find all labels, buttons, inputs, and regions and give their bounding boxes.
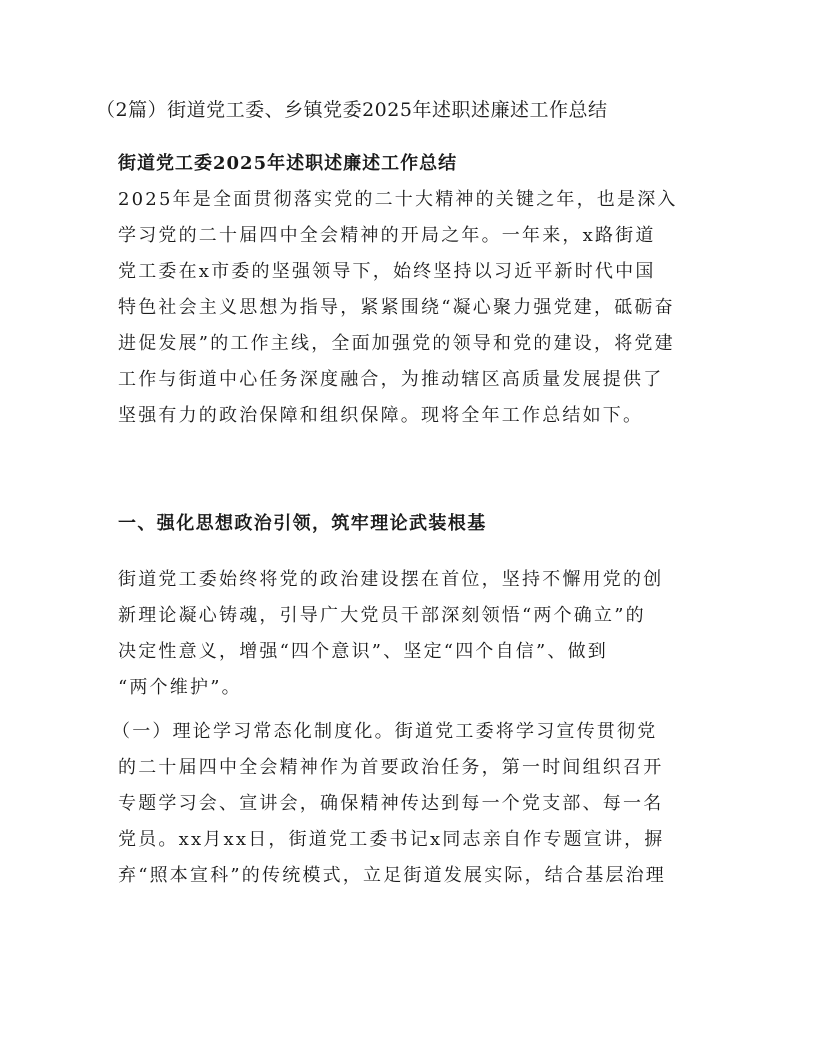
- paragraph-line: 进促发展”的工作主线，全面加强党的领导和党的建设，将党建: [118, 333, 675, 354]
- paragraph-line: 弃“照本宣科”的传统模式，立足街道发展实际，结合基层治理: [118, 865, 667, 886]
- paragraph-line: 特色社会主义思想为指导，紧紧围绕“凝心聚力强党建，砥砺奋: [118, 297, 675, 318]
- section-paragraph: [112, 714, 692, 894]
- paragraph-line: “两个维护”。: [118, 677, 242, 698]
- paragraph-line: 坚强有力的政治保障和组织保障。现将全年工作总结如下。: [118, 405, 644, 426]
- paragraph-line: 的二十届四中全会精神作为首要政治任务，第一时间组织召开: [118, 757, 664, 778]
- section-paragraph: [118, 562, 698, 706]
- paragraph-line: 党工委在x市委的坚强领导下，始终坚持以习近平新时代中国: [118, 261, 656, 282]
- paragraph-line: 党员。xx月xx日，街道党工委书记x同志亲自作专题宣讲，摒: [118, 829, 665, 850]
- intro-paragraph: [118, 182, 698, 434]
- section-heading: 一、强化思想政治引领，筑牢理论武装根基: [118, 513, 487, 534]
- document-title: （2篇）街道党工委、乡镇党委2025年述职述廉述工作总结: [96, 99, 608, 121]
- paragraph-line: 工作与街道中心任务深度融合，为推动辖区高质量发展提供了: [118, 369, 664, 390]
- paragraph-line: （一）理论学习常态化制度化。街道党工委将学习宣传贯彻党: [112, 721, 658, 742]
- paragraph-line: 学习党的二十届四中全会精神的开局之年。一年来，x路街道: [118, 225, 656, 246]
- paragraph-line: 2025年是全面贯彻落实党的二十大精神的关键之年，也是深入: [118, 189, 678, 210]
- paragraph-line: 新理论凝心铸魂，引导广大党员干部深刻领悟“两个确立”的: [118, 605, 646, 626]
- paragraph-line: 决定性意义，增强“四个意识”、坚定“四个自信”、做到: [118, 641, 609, 662]
- document-subtitle: 街道党工委2025年述职述廉述工作总结: [118, 153, 458, 174]
- paragraph-line: 专题学习会、宣讲会，确保精神传达到每一个党支部、每一名: [118, 793, 664, 814]
- paragraph-line: 街道党工委始终将党的政治建设摆在首位，坚持不懈用党的创: [118, 569, 664, 590]
